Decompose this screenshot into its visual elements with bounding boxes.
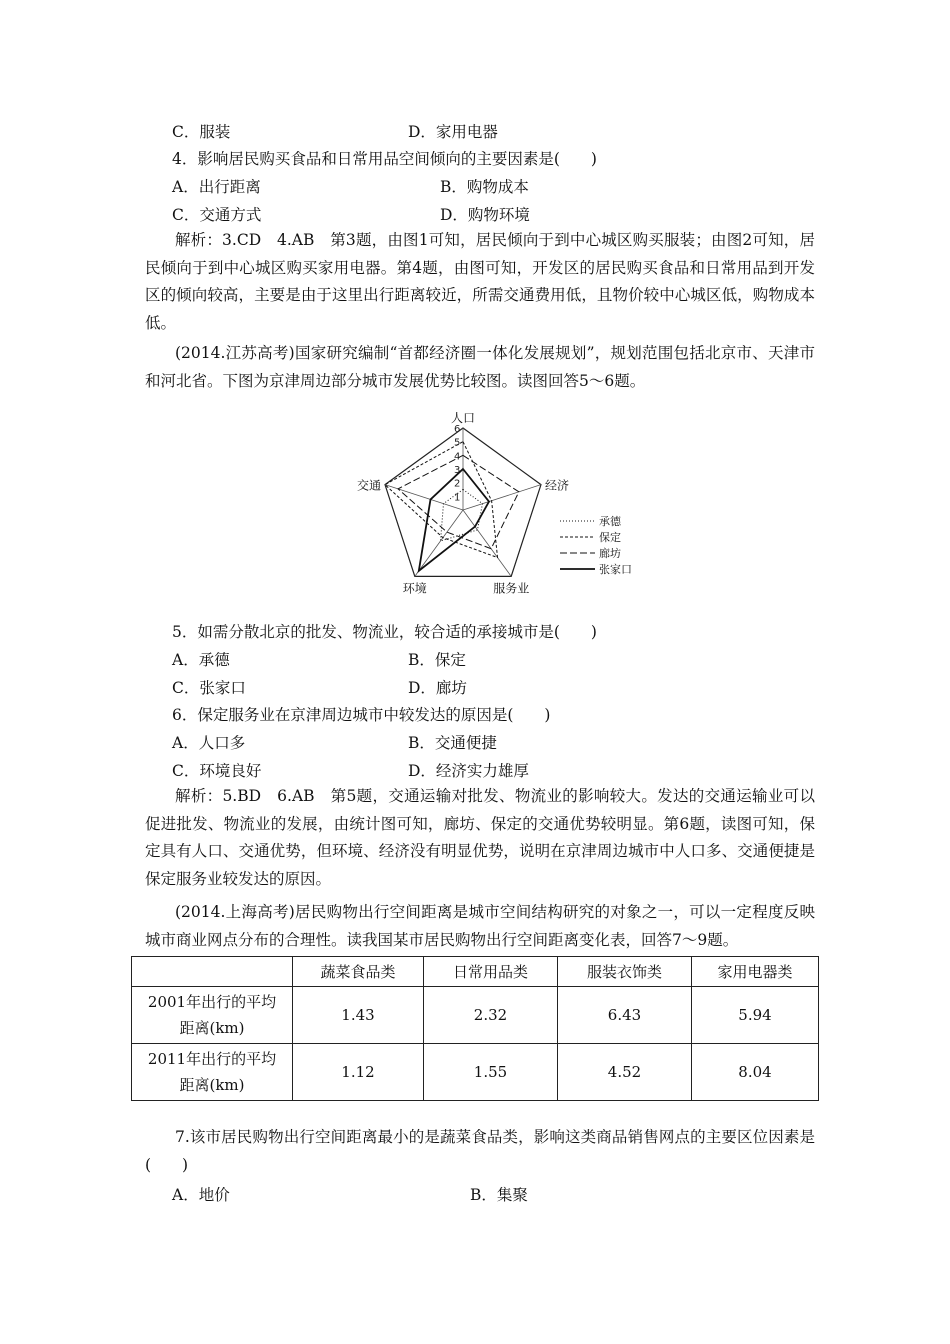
radar-axis-label: 经济 <box>544 478 570 493</box>
table-header-row <box>132 957 819 987</box>
q3-option-c: C．服装 <box>172 123 231 141</box>
table-row <box>132 987 819 1044</box>
radar-tick-label: 5 <box>454 437 461 449</box>
q6-option-c: C．环境良好 <box>172 762 262 780</box>
q4-option-b: B．购物成本 <box>440 178 529 196</box>
radar-grid <box>385 428 541 576</box>
radar-tick-label: 6 <box>454 424 461 435</box>
radar-legend <box>560 515 632 576</box>
legend-label: 廊坊 <box>599 547 621 560</box>
radar-axis-label: 服务业 <box>493 581 530 595</box>
radar-chart <box>345 395 645 595</box>
radar-tick-label: 3 <box>454 465 461 476</box>
q3-option-d: D．家用电器 <box>408 123 498 141</box>
q5-option-a: A．承德 <box>172 651 230 669</box>
radar-axis-label: 交通 <box>356 478 382 493</box>
radar-spoke <box>463 485 541 510</box>
intro-5-6: (2014.江苏高考)国家研究编制“首都经济圈一体化发展规划”，规划范围包括北京市、天津市和河北省。下图为京津周边部分城市发展优势比较图。读图回答5～6题。 <box>145 344 815 390</box>
q6-option-a: A．人口多 <box>172 734 246 752</box>
q4-option-d: D．购物环境 <box>440 206 530 224</box>
q5-stem: 5．如需分散北京的批发、物流业，较合适的承接城市是( ) <box>172 623 597 641</box>
table-cell: 6.43 <box>558 987 692 1044</box>
q4-option-c: C．交通方式 <box>172 206 262 224</box>
table-header-cell: 日常用品类 <box>424 957 558 987</box>
q7-option-a: A．地价 <box>172 1186 230 1204</box>
q6-option-b: B．交通便捷 <box>408 734 497 752</box>
table-cell: 5.94 <box>692 987 819 1044</box>
q6-option-d: D．经济实力雄厚 <box>408 762 529 780</box>
table-header-cell: 家用电器类 <box>692 957 819 987</box>
table-header-cell: 服装衣饰类 <box>558 957 692 987</box>
row-label: 2001年出行的平均 距离(km) <box>132 987 293 1044</box>
legend-label: 张家口 <box>599 563 632 576</box>
radar-spoke <box>385 485 463 510</box>
radar-series-line <box>441 490 483 541</box>
table-cell: 8.04 <box>692 1044 819 1101</box>
table-row <box>132 1044 819 1101</box>
table-cell: 2.32 <box>424 987 558 1044</box>
row-label: 2011年出行的平均 距离(km) <box>132 1044 293 1101</box>
q4-option-a: A．出行距离 <box>172 178 261 196</box>
radar-tick-label: 2 <box>454 478 461 490</box>
radar-tick-label: 1 <box>454 492 461 504</box>
table-header-cell <box>132 957 293 987</box>
legend-label: 承德 <box>599 515 621 528</box>
table-cell: 4.52 <box>558 1044 692 1101</box>
q7-option-b: B．集聚 <box>470 1186 528 1204</box>
analysis-5-6: 解析：5.BD 6.AB 第5题，交通运输对批发、物流业的影响较大。发达的交通运输业可以促进批发、物流业的发展，由统计图可知，廊坊、保定的交通优势较明显。第6题，读图可知，保定具有人口、交通优势，但环境、经济没有明显优势，说明在京津周边城市中人口多、交通便捷是保定服务业较发达的原因。 <box>145 787 815 888</box>
radar-spoke <box>463 510 511 576</box>
q4-stem: 4．影响居民购买食品和日常用品空间倾向的主要因素是( ) <box>172 150 597 168</box>
q6-stem: 6．保定服务业在京津周边城市中较发达的原因是( ) <box>172 706 551 724</box>
q5-option-c: C．张家口 <box>172 679 246 697</box>
table-cell: 1.12 <box>293 1044 424 1101</box>
legend-label: 保定 <box>599 531 621 544</box>
radar-axis-label: 环境 <box>402 581 427 595</box>
q5-option-b: B．保定 <box>408 651 466 669</box>
intro-7-9: (2014.上海高考)居民购物出行空间距离是城市空间结构研究的对象之一，可以一定程度反映城市商业网点分布的合理性。读我国某市居民购物出行空间距离变化表，回答7～9题。 <box>145 903 815 949</box>
analysis-3-4: 解析：3.CD 4.AB 第3题，由图1可知，居民倾向于到中心城区购买服装；由图2可知，居民倾向于到中心城区购买家用电器。第4题，由图可知，开发区的居民购买食品和日常用品到开发区的倾向较高，主要是由于这里出行距离较近，所需交通费用低，且物价较中心城区低，购物成本低。 <box>145 231 815 332</box>
q5-option-d: D．廊坊 <box>408 679 467 697</box>
q7-stem: 7.该市居民购物出行空间距离最小的是蔬菜食品类，影响这类商品销售网点的主要区位因素是( ) <box>145 1128 815 1174</box>
table-header-cell: 蔬菜食品类 <box>293 957 424 987</box>
table-cell: 1.43 <box>293 987 424 1044</box>
radar-tick-label: 4 <box>454 451 461 463</box>
radar-axis-label: 人口 <box>450 411 476 425</box>
radar-spoke <box>415 510 463 576</box>
distance-table <box>131 956 819 1101</box>
table-cell: 1.55 <box>424 1044 558 1101</box>
